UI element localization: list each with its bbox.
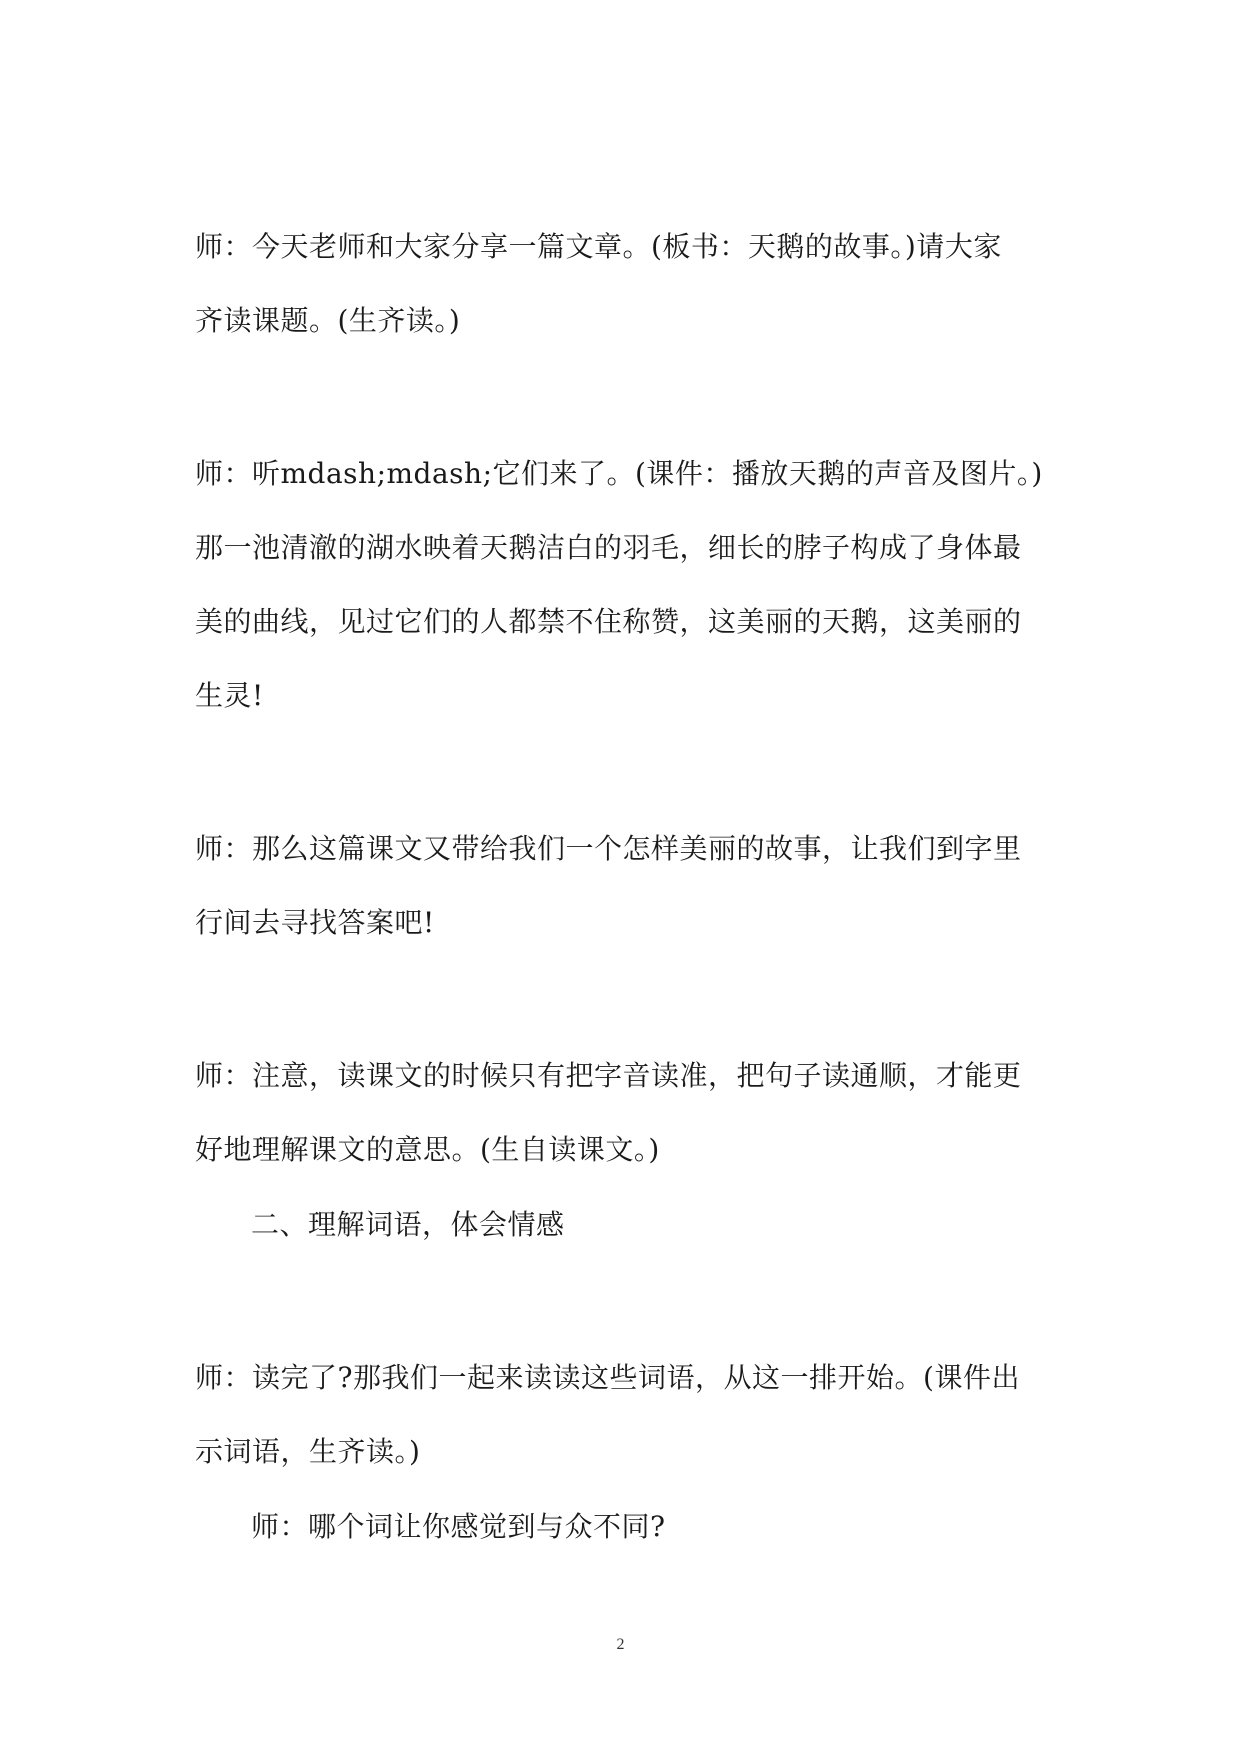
paragraph-6-line-1: 师：读完了?那我们一起来读读这些词语，从这一排开始。(课件出 (195, 1361, 1020, 1394)
paragraph-1-line-2: 齐读课题。(生齐读。) (195, 304, 461, 337)
paragraph-2-line-4: 生灵! (195, 679, 264, 712)
paragraph-1-line-1: 师：今天老师和大家分享一篇文章。(板书：天鹅的故事。)请大家 (195, 230, 1002, 263)
paragraph-2-line-3: 美的曲线，见过它们的人都禁不住称赞，这美丽的天鹅，这美丽的 (195, 605, 1022, 638)
paragraph-3-line-1: 师：那么这篇课文又带给我们一个怎样美丽的故事，让我们到字里 (195, 832, 1022, 865)
paragraph-2-line-1: 师：听mdash;mdash;它们来了。(课件：播放天鹅的声音及图片。) (195, 457, 1043, 490)
paragraph-7-line-1: 师：哪个词让你感觉到与众不同? (251, 1510, 666, 1543)
section-heading: 二、理解词语，体会情感 (251, 1208, 565, 1241)
paragraph-6-line-2: 示词语，生齐读。) (195, 1435, 421, 1468)
paragraph-3-line-2: 行间去寻找答案吧! (195, 906, 435, 939)
paragraph-2-line-2: 那一池清澈的湖水映着天鹅洁白的羽毛，细长的脖子构成了身体最 (195, 531, 1022, 564)
paragraph-4-line-1: 师：注意，读课文的时候只有把字音读准，把句子读通顺，才能更 (195, 1059, 1022, 1092)
paragraph-4-line-2: 好地理解课文的意思。(生自读课文。) (195, 1133, 660, 1166)
page-number: 2 (616, 1636, 625, 1653)
